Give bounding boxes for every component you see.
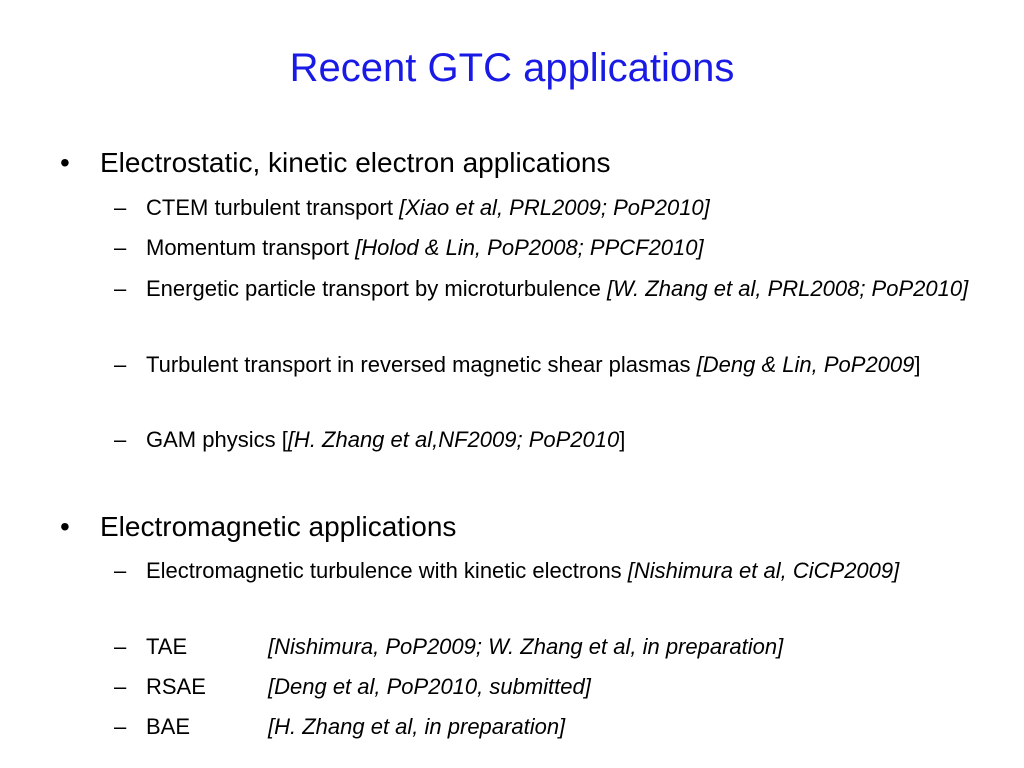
sub-item-body	[146, 672, 986, 702]
dash-icon: –	[114, 235, 127, 260]
citation: [Xiao et al, PRL2009; PoP2010]	[399, 195, 710, 220]
sub-item-body	[146, 274, 986, 304]
sub-item-text: Energetic particle transport by microturbulence	[146, 276, 607, 301]
sub-item-body	[146, 350, 986, 380]
sub-item-text: GAM physics [	[146, 427, 288, 452]
section-heading: Electromagnetic applications	[100, 511, 457, 542]
sub-item-body	[146, 632, 986, 662]
citation: [W. Zhang et al, PRL2008; PoP2010]	[607, 276, 969, 301]
sub-item-label: TAE	[146, 634, 188, 659]
sub-item-body	[146, 233, 986, 263]
sub-item-text: CTEM turbulent transport	[146, 195, 400, 220]
dash-icon: –	[114, 674, 127, 699]
sub-item-body	[146, 556, 986, 586]
citation: [Nishimura et al, CiCP2009]	[627, 558, 900, 583]
dash-icon: –	[114, 352, 127, 377]
dash-icon: –	[114, 427, 127, 452]
sub-item-text: Electromagnetic turbulence with kinetic electrons	[146, 558, 628, 583]
sub-item-label: RSAE	[146, 674, 206, 699]
slide-title: Recent GTC applications	[289, 46, 735, 90]
dash-icon: –	[114, 558, 127, 583]
sub-item-label: BAE	[146, 714, 191, 739]
dash-icon: –	[114, 634, 127, 659]
bullet-icon: •	[60, 511, 70, 542]
citation: [H. Zhang et al,NF2009; PoP2010	[287, 427, 620, 452]
dash-icon: –	[114, 276, 127, 301]
sub-item-text: Turbulent transport in reversed magnetic shear plasmas	[146, 352, 697, 377]
sub-item-body	[146, 425, 986, 455]
citation-close: ]	[619, 427, 626, 452]
bullet-icon: •	[60, 147, 70, 178]
section-heading: Electrostatic, kinetic electron applications	[100, 147, 611, 178]
citation: [Holod & Lin, PoP2008; PPCF2010]	[355, 235, 704, 260]
sub-item-body	[146, 193, 986, 223]
citation: [Deng et al, PoP2010, submitted]	[268, 674, 591, 699]
citation: [Deng & Lin, PoP2009	[696, 352, 915, 377]
citation: [H. Zhang et al, in preparation]	[268, 714, 566, 739]
sub-item-text: Momentum transport	[146, 235, 356, 260]
dash-icon: –	[114, 714, 127, 739]
dash-icon: –	[114, 195, 127, 220]
sub-item-body	[146, 712, 986, 742]
citation: [Nishimura, PoP2009; W. Zhang et al, in preparation]	[268, 634, 784, 659]
citation-close: ]	[914, 352, 921, 377]
